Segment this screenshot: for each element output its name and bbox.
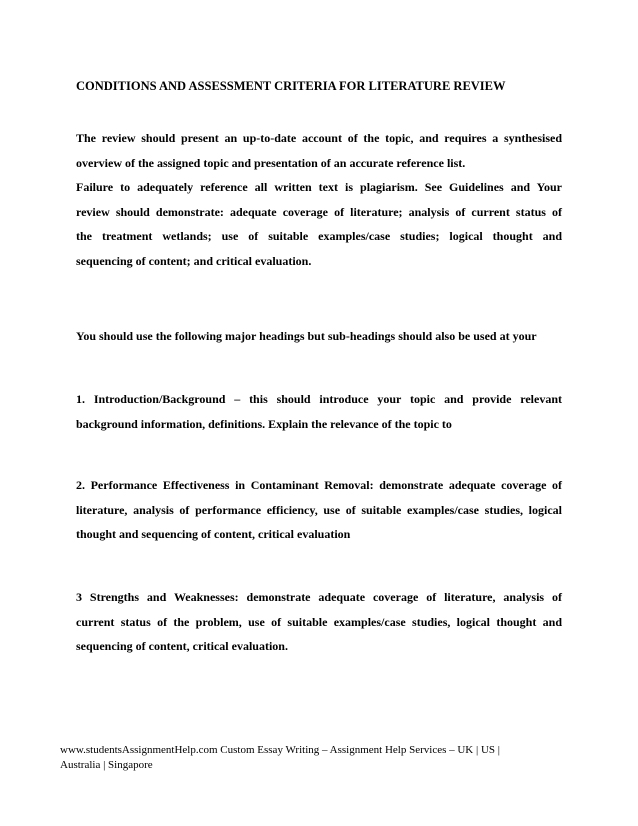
paragraph-section-3 [76,585,562,659]
paragraph-line: 3 Strengths and Weaknesses: demonstrate adequate coverage of literature, analysis of [76,590,562,604]
paragraph-line: overview of the assigned topic and presentation of an accurate reference list. [76,155,466,170]
paragraph-line: the treatment wetlands; use of suitable examples/case studies; logical thought and [76,229,562,244]
paragraph-line: You should use the following major headings but sub-headings should also be used at your [76,329,537,343]
paragraph-line: The review should present an up-to-date account of the topic, and requires a synthesised [76,131,562,145]
paragraph-line: current status of the problem, use of suitable examples/case studies, logical thought and [76,614,562,629]
paragraph-intro [76,126,562,274]
paragraph-line: literature, analysis of performance efficiency, use of suitable examples/case studies, logical [76,502,562,517]
footer-line: Australia | Singapore [60,759,153,771]
footer-line: www.studentsAssignmentHelp.com Custom Essay Writing – Assignment Help Services – UK | US | [60,744,500,756]
paragraph-section-1 [76,387,562,436]
paragraph-line: sequencing of content, critical evaluation. [76,639,288,654]
paragraph-section-2 [76,473,562,547]
paragraph-headings-instruction [76,324,562,349]
paragraph-line: 2. Performance Effectiveness in Contaminant Removal: demonstrate adequate coverage of [76,478,562,492]
paragraph-line: Failure to adequately reference all written text is plagiarism. See Guidelines and Your [76,180,562,195]
paragraph-line: sequencing of content; and critical evaluation. [76,253,312,268]
document-heading: CONDITIONS AND ASSESSMENT CRITERIA FOR LITERATURE REVIEW [76,79,506,93]
paragraph-line: thought and sequencing of content, critical evaluation [76,527,351,542]
paragraph-line: review should demonstrate: adequate coverage of literature; analysis of current status of [76,204,562,219]
page-footer [60,743,560,773]
paragraph-line: 1. Introduction/Background – this should introduce your topic and provide relevant [76,392,562,406]
paragraph-line: background information, definitions. Explain the relevance of the topic to [76,416,452,431]
